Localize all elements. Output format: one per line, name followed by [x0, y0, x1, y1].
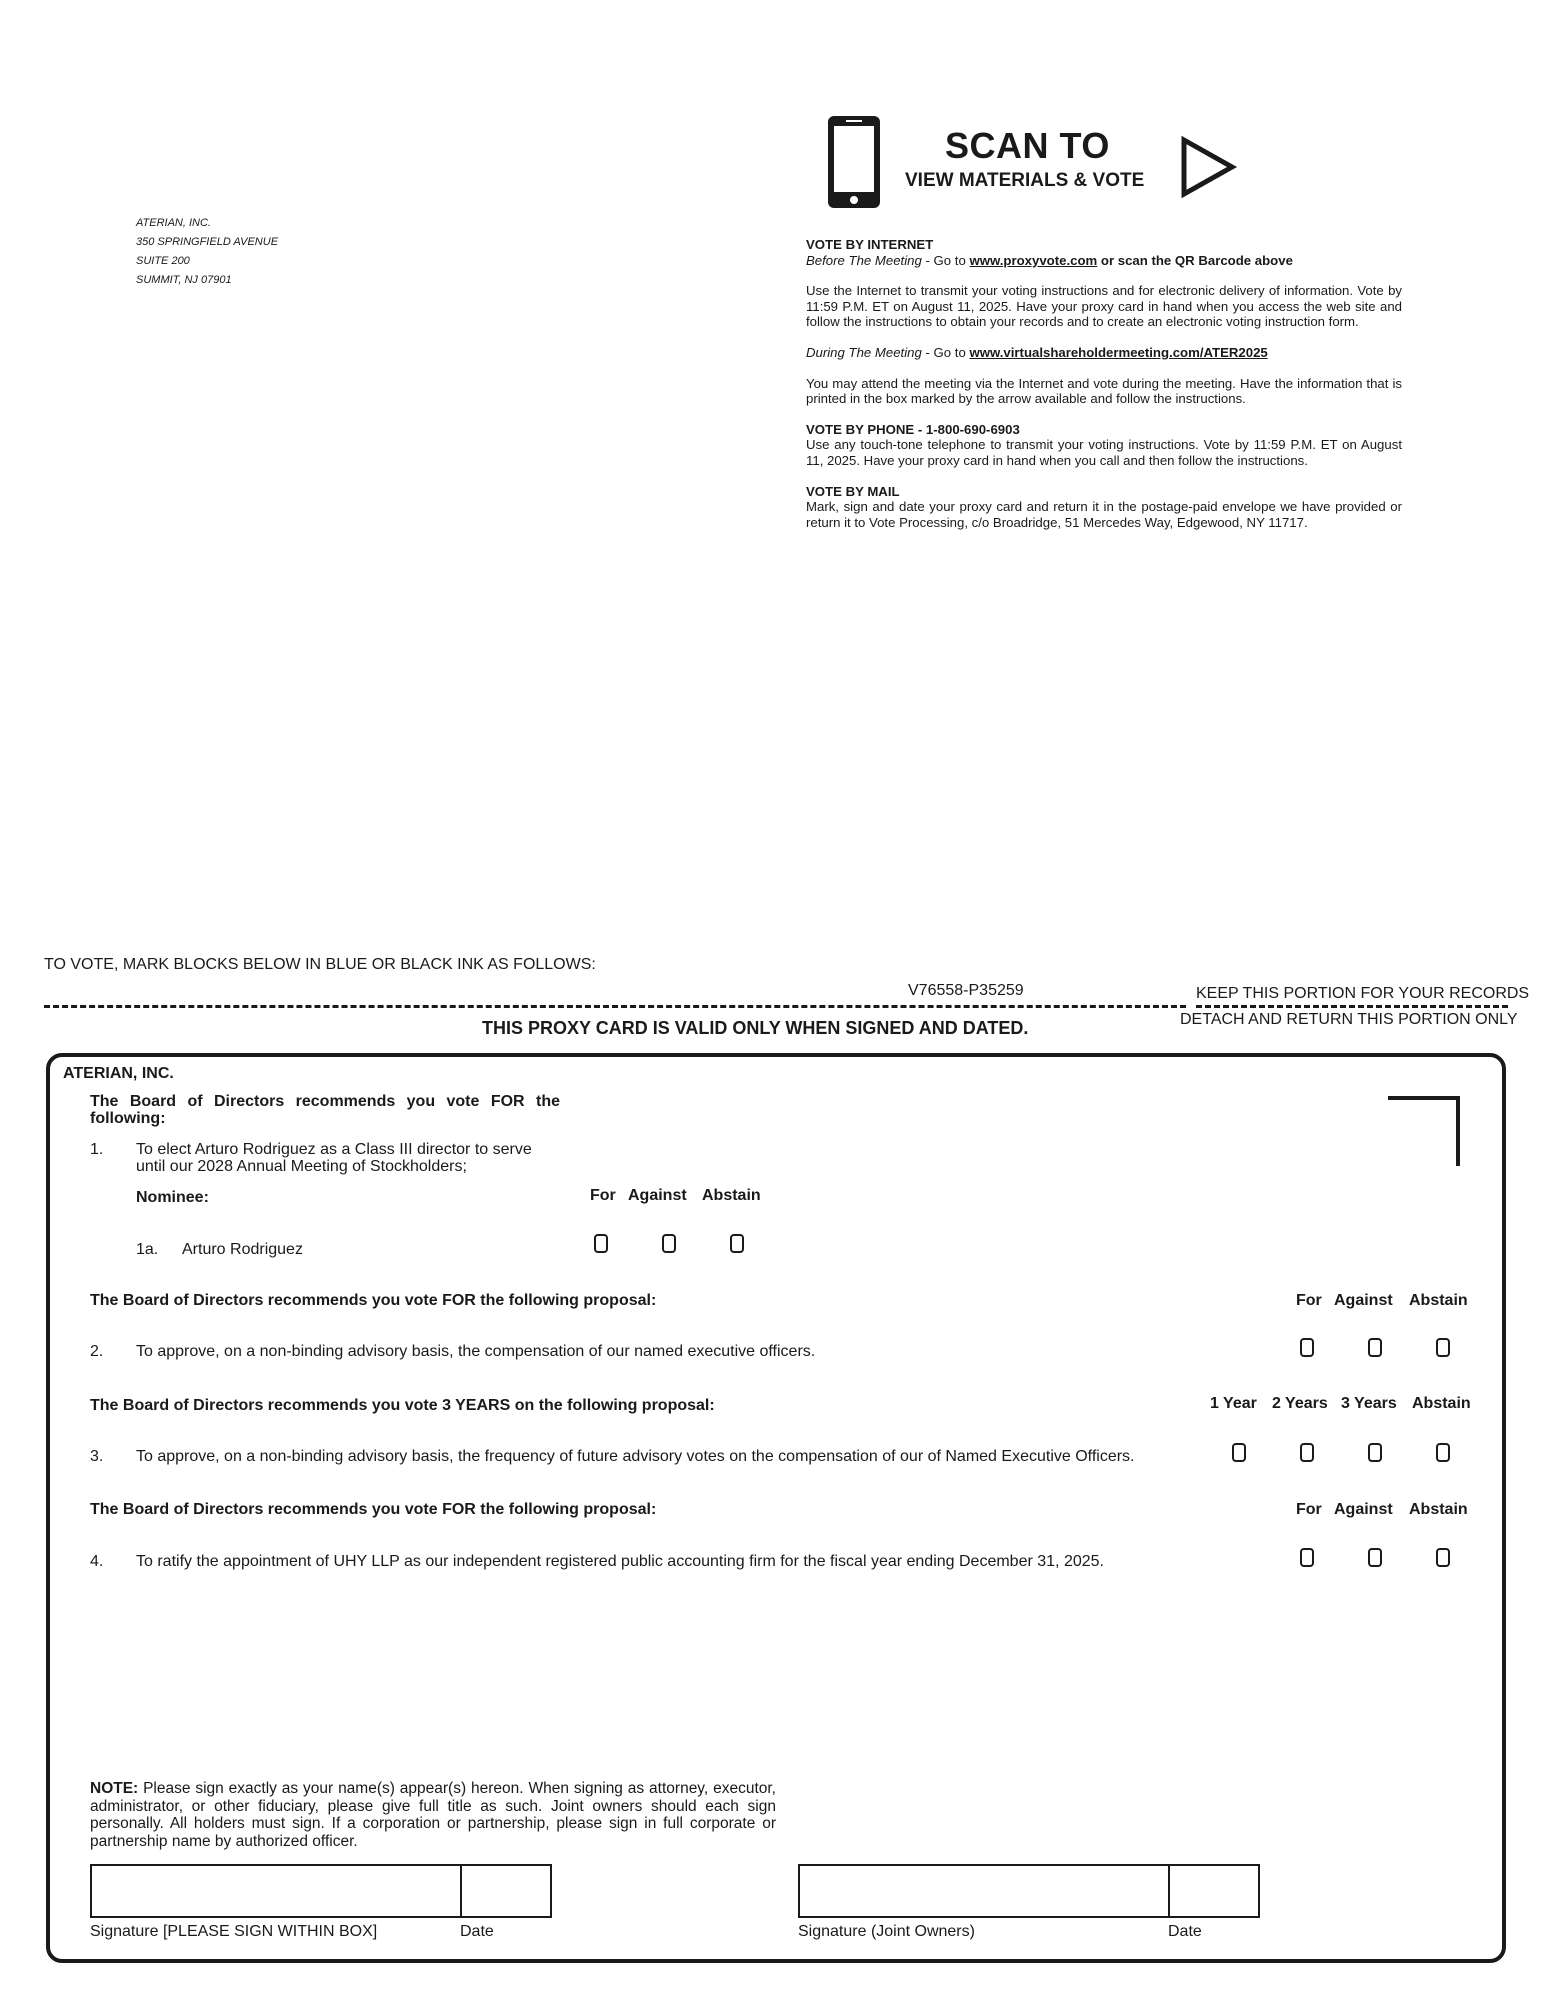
joint-signature-date-divider — [1168, 1864, 1170, 1918]
detach-line-right — [1196, 1005, 1508, 1008]
voting-instructions — [806, 237, 1402, 530]
phone-icon — [826, 114, 882, 210]
nominee-abstain-checkbox[interactable] — [730, 1234, 744, 1253]
col-2-years: 2 Years — [1272, 1395, 1328, 1412]
control-number: V76558-P35259 — [904, 982, 1028, 1000]
during-label: During The Meeting — [806, 344, 922, 360]
scan-title: SCAN TO — [945, 125, 1110, 166]
note-text: Please sign exactly as your name(s) appear(s) hereon. When signing as attorney, executor, administrator, or other fiduciary, please give full title as such. Joint owners should each sign personally. All holders must sign. If a corporation or partnership, please sign in full corporate or partnership name by authorized officer. — [90, 1780, 776, 1850]
joint-signature-label: Signature (Joint Owners) — [798, 1923, 975, 1940]
signature-date-divider — [460, 1864, 462, 1918]
p1-line1: To elect Arturo Rodriguez as a Class III director to serve — [136, 1141, 532, 1158]
signature-box[interactable] — [90, 1864, 552, 1918]
mail-body: Mark, sign and date your proxy card and return it in the postage-paid envelope we have provided or return it to Vote Processing, c/o Broadridge, 51 Mercedes Way, Edgewood, NY 11717. — [806, 499, 1402, 530]
p4-col-against: Against — [1334, 1501, 1393, 1518]
address-city: SUMMIT, NJ 07901 — [136, 274, 232, 286]
col-1-year: 1 Year — [1210, 1395, 1257, 1412]
p2-text: To approve, on a non-binding advisory basis, the compensation of our named executive officers. — [136, 1343, 816, 1360]
to-vote-instruction: TO VOTE, MARK BLOCKS BELOW IN BLUE OR BLACK INK AS FOLLOWS: — [44, 956, 596, 973]
nominee-for-checkbox[interactable] — [594, 1234, 608, 1253]
rec3: The Board of Directors recommends you vote 3 YEARS on the following proposal: — [90, 1397, 715, 1414]
col-abstain: Abstain — [702, 1187, 761, 1204]
joint-signature-box[interactable] — [798, 1864, 1260, 1918]
p4-col-abstain: Abstain — [1409, 1501, 1468, 1518]
internet-before-line — [806, 253, 1402, 269]
internet-during-body: You may attend the meeting via the Internet and vote during the meeting. Have the information that is printed in the box marked by the arrow available and follow the instructions. — [806, 375, 1402, 407]
rec4: The Board of Directors recommends you vote FOR the following proposal: — [90, 1501, 657, 1518]
p3-3-years-checkbox[interactable] — [1368, 1443, 1382, 1462]
date-label: Date — [460, 1923, 494, 1940]
p2-against-checkbox[interactable] — [1368, 1338, 1382, 1357]
joint-date-label: Date — [1168, 1923, 1202, 1940]
p4-text: To ratify the appointment of UHY LLP as our independent registered public accounting firm for the fiscal year ending December 31, 2025. — [136, 1553, 1104, 1570]
before-sep: - Go to — [921, 252, 970, 268]
detach-return-label: DETACH AND RETURN THIS PORTION ONLY — [1180, 1011, 1518, 1028]
valid-notice: THIS PROXY CARD IS VALID ONLY WHEN SIGNED AND DATED. — [482, 1018, 1029, 1038]
address-company: ATERIAN, INC. — [136, 217, 211, 229]
address-street: 350 SPRINGFIELD AVENUE — [136, 236, 279, 248]
p3-1-year-checkbox[interactable] — [1232, 1443, 1246, 1462]
p2-abstain-checkbox[interactable] — [1436, 1338, 1450, 1357]
rec1-line2: following: — [90, 1110, 166, 1127]
signature-label: Signature [PLEASE SIGN WITHIN BOX] — [90, 1923, 378, 1940]
col-for: For — [590, 1187, 616, 1204]
card-company: ATERIAN, INC. — [63, 1065, 174, 1082]
note-label: NOTE: — [90, 1780, 139, 1797]
phone-body: Use any touch-tone telephone to transmit your voting instructions. Vote by 11:59 P.M. ET on August 11, 2025. Have your proxy card in hand when you call and then follow the instructions. — [806, 437, 1402, 468]
p1-line2: until our 2028 Annual Meeting of Stockholders; — [136, 1158, 467, 1175]
internet-during-line — [806, 345, 1402, 361]
company-address — [136, 214, 278, 290]
nominee-name: Arturo Rodriguez — [182, 1241, 303, 1258]
detach-line — [44, 1005, 1186, 1008]
before-label: Before The Meeting — [806, 252, 922, 268]
scan-subtitle: VIEW MATERIALS & VOTE — [905, 170, 1145, 191]
corner-mark — [1388, 1096, 1460, 1166]
p2-for-checkbox[interactable] — [1300, 1338, 1314, 1357]
phone-heading: VOTE BY PHONE - 1-800-690-6903 — [806, 421, 1020, 437]
p3-number: 3. — [90, 1448, 104, 1465]
signing-note — [90, 1780, 776, 1850]
before-tail: or scan the QR Barcode above — [1097, 252, 1293, 268]
during-sep: - Go to — [921, 344, 970, 360]
nominee-against-checkbox[interactable] — [662, 1234, 676, 1253]
nominee-label: Nominee: — [136, 1189, 209, 1206]
p2-col-abstain: Abstain — [1409, 1292, 1468, 1309]
p3-abstain-checkbox[interactable] — [1436, 1443, 1450, 1462]
p3-col-abstain: Abstain — [1412, 1395, 1471, 1412]
rec1-line1: The Board of Directors recommends you vote FOR the — [90, 1093, 560, 1110]
col-3-years: 3 Years — [1341, 1395, 1397, 1412]
p4-number: 4. — [90, 1553, 104, 1570]
p4-abstain-checkbox[interactable] — [1436, 1548, 1450, 1567]
p3-2-years-checkbox[interactable] — [1300, 1443, 1314, 1462]
p2-number: 2. — [90, 1343, 104, 1360]
p4-against-checkbox[interactable] — [1368, 1548, 1382, 1567]
virtual-meeting-link[interactable]: www.virtualshareholdermeeting.com/ATER2025 — [969, 344, 1268, 360]
col-against: Against — [628, 1187, 687, 1204]
p1-number: 1. — [90, 1141, 104, 1158]
play-arrow-icon — [1180, 136, 1238, 198]
p4-col-for: For — [1296, 1501, 1322, 1518]
rec2: The Board of Directors recommends you vote FOR the following proposal: — [90, 1292, 657, 1309]
mail-heading: VOTE BY MAIL — [806, 483, 900, 499]
address-suite: SUITE 200 — [136, 255, 190, 267]
p2-col-against: Against — [1334, 1292, 1393, 1309]
p4-for-checkbox[interactable] — [1300, 1548, 1314, 1567]
internet-body: Use the Internet to transmit your voting instructions and for electronic delivery of information. Vote by 11:59 P.M. ET on August 11, 2025. Have your proxy card in hand when you access the web site and follow the instructions to obtain your records and to create an electronic voting instruction form. — [806, 283, 1402, 330]
p3-text: To approve, on a non-binding advisory basis, the frequency of future advisory votes on the compensation of our of Named Executive Officers. — [136, 1448, 1135, 1465]
nominee-number: 1a. — [136, 1241, 159, 1258]
p2-col-for: For — [1296, 1292, 1322, 1309]
internet-heading: VOTE BY INTERNET — [806, 237, 934, 252]
proxyvote-link[interactable]: www.proxyvote.com — [969, 252, 1098, 268]
keep-portion-label: KEEP THIS PORTION FOR YOUR RECORDS — [1196, 985, 1530, 1002]
